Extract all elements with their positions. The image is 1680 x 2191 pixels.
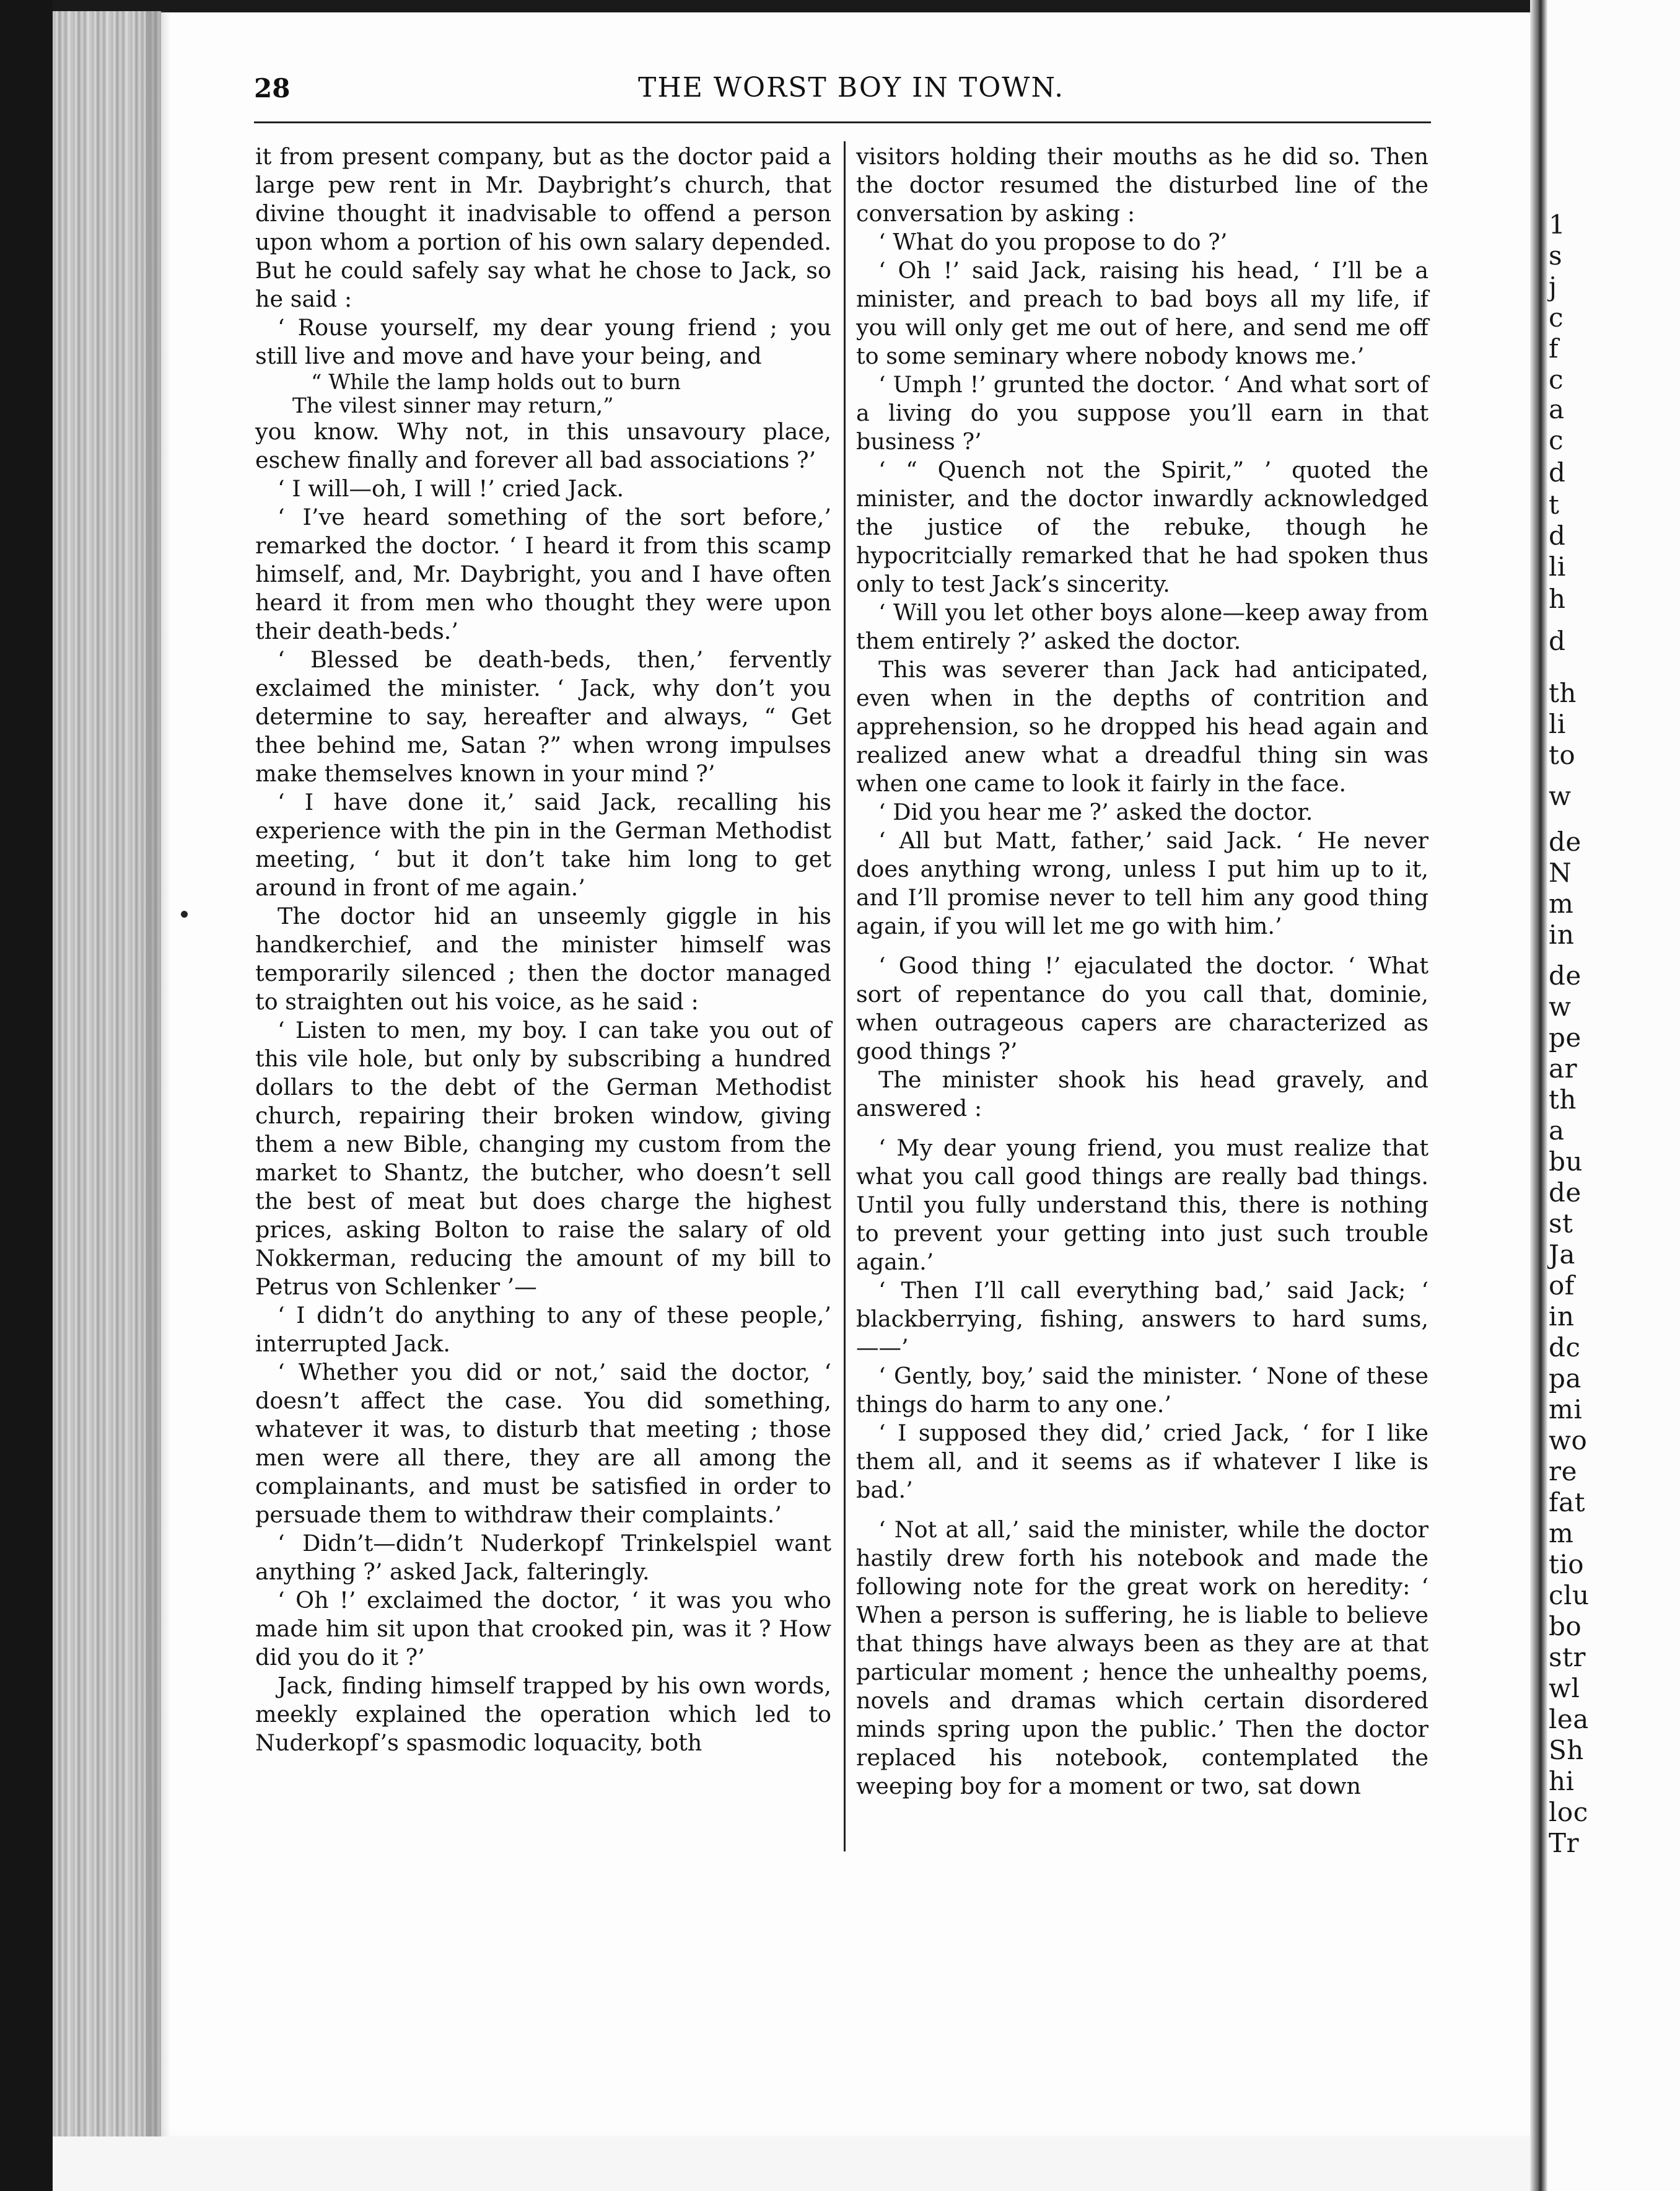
right-column-paragraph: ‘ Oh !’ said Jack, raising his head, ‘ I’ll be a minister, and preach to bad boys all my life, if you will only get me out of here, and send me off to some seminary where nobody knows me.’ <box>856 257 1428 369</box>
right-column-paragraph: The minister shook his head gravely, and answered : <box>856 1066 1428 1122</box>
right-column-paragraph: ‘ All but Matt, father,’ said Jack. ‘ He never does anything wrong, unless I put him up to it, and I’ll promise never to tell him any good thing again, if you will let me go with him.’ <box>856 827 1428 939</box>
facing-page-fragment: d <box>1549 520 1566 551</box>
left-column-paragraph: ‘ Oh !’ exclaimed the doctor, ‘ it was you who made him sit upon that crooked pin, was it ? How did you do it ?’ <box>255 1587 831 1671</box>
right-column-paragraph: ‘ I supposed they did,’ cried Jack, ‘ for I like them all, and it seems as if whatever I like is bad.’ <box>856 1420 1428 1503</box>
facing-page-fragment: re <box>1549 1456 1577 1486</box>
facing-page-fragment: li <box>1549 551 1566 582</box>
facing-page-fragment: in <box>1549 1301 1575 1332</box>
book-spine-edge <box>53 11 161 2136</box>
right-column-paragraph: ‘ Umph !’ grunted the doctor. ‘ And what sort of a living do you suppose you’ll earn in that business ?’ <box>856 371 1428 455</box>
facing-page-fragment: loc <box>1549 1797 1588 1827</box>
facing-page-fragment: str <box>1549 1642 1586 1672</box>
facing-page-fragment: tio <box>1549 1549 1585 1579</box>
facing-page-fragment: of <box>1549 1270 1575 1301</box>
facing-page-fragment: st <box>1549 1208 1573 1239</box>
left-text-column <box>255 143 831 1757</box>
facing-page-fragment: m <box>1549 889 1574 919</box>
page-bottom-margin <box>53 2136 1601 2191</box>
margin-dot <box>181 911 188 918</box>
right-column-paragraph: ‘ Then I’ll call everything bad,’ said Jack; ‘ blackberrying, fishing, answers to hard sums,——’ <box>856 1277 1428 1361</box>
facing-page-fragment: hi <box>1549 1766 1575 1796</box>
facing-page-fragment: d <box>1549 457 1566 488</box>
facing-page-fragment: c <box>1549 425 1564 455</box>
right-text-column <box>856 143 1428 1801</box>
facing-page-fragment: Tr <box>1549 1828 1580 1858</box>
facing-page-fragment: de <box>1549 1177 1582 1208</box>
left-column-paragraph: ‘ Blessed be death-beds, then,’ fervently exclaimed the minister. ‘ Jack, why don’t you determine to say, hereafter and always, “ Get thee behind me, Satan ?” when wrong impulses make themselves known in your mind ?’ <box>255 646 831 787</box>
facing-page-fragment: wl <box>1549 1673 1580 1703</box>
facing-page-fragment: c <box>1549 302 1564 333</box>
facing-page-fragment: 1 <box>1549 209 1566 240</box>
right-column-paragraph: ‘ Gently, boy,’ said the minister. ‘ None of these things do harm to any one.’ <box>856 1363 1428 1418</box>
left-column-paragraph: Jack, finding himself trapped by his own words, meekly explained the operation which led to Nuderkopf’s spasmodic loquacity, both <box>255 1672 831 1756</box>
facing-page-fragment: Sh <box>1549 1735 1584 1765</box>
left-column-paragraph: it from present company, but as the doctor paid a large pew rent in Mr. Daybright’s church, that divine thought it inadvisable to offend a person upon whom a portion of his own salary depended. But he could safely say what he chose to Jack, so he said : <box>255 143 831 312</box>
running-title: THE WORST BOY IN TOWN. <box>638 72 1065 103</box>
facing-page-fragment: in <box>1549 920 1575 950</box>
left-column-paragraph: “ While the lamp holds out to burn <box>311 370 681 395</box>
column-divider <box>844 141 846 1851</box>
header-rule <box>254 121 1431 123</box>
left-column-paragraph: ‘ Whether you did or not,’ said the doctor, ‘ doesn’t affect the case. You did something, whatever it was, to disturb that meeting ; those men were all there, they are all among the complainants, and must be satisfied in order to persuade them to withdraw their complaints.’ <box>255 1359 831 1528</box>
facing-page-fragment: ar <box>1549 1053 1578 1084</box>
facing-page-fragment: lea <box>1549 1704 1589 1734</box>
facing-page-fragment: wo <box>1549 1425 1588 1456</box>
facing-page-fragment: w <box>1549 781 1572 811</box>
scanner-backdrop-top <box>0 0 1680 14</box>
facing-page-fragment: de <box>1549 960 1582 991</box>
facing-page-fragment: pa <box>1549 1363 1582 1394</box>
left-column-paragraph: ‘ I’ve heard something of the sort before,’ remarked the doctor. ‘ I heard it from this scamp himself, and, Mr. Daybright, you and I have often heard it from men who thought they were upon their death-beds.’ <box>255 504 831 644</box>
facing-page-fragment: li <box>1549 709 1566 739</box>
right-column-paragraph: ‘ My dear young friend, you must realize that what you call good things are really bad things. Until you fully understand this, there is nothing to prevent your getting into just such trouble again.’ <box>856 1135 1428 1275</box>
right-column-paragraph: visitors holding their mouths as he did so. Then the doctor resumed the disturbed line of the conversation by asking : <box>856 143 1428 227</box>
facing-page-fragment: Ja <box>1549 1239 1575 1270</box>
spine-shadow <box>146 11 170 2136</box>
facing-page-fragment: c <box>1549 364 1564 395</box>
left-column-paragraph: The vilest sinner may return,” <box>292 393 614 418</box>
scanner-backdrop-left <box>0 0 53 2191</box>
left-column-paragraph: ‘ Listen to men, my boy. I can take you out of this vile hole, but only by subscribing a hundred dollars to the debt of the German Methodist church, repairing their broken window, giving them a new Bible, changing my custom from the market to Shantz, the butcher, who doesn’t sell the best of meat but does charge the highest prices, asking Bolton to raise the salary of old Nokkerman, reducing the amount of my bill to Petrus von Schlenker ’— <box>255 1017 831 1300</box>
left-column-paragraph: ‘ I will—oh, I will !’ cried Jack. <box>278 475 624 502</box>
left-column-paragraph: The doctor hid an unseemly giggle in his handkerchief, and the minister himself was temporarily silenced ; then the doctor managed to straighten out his voice, as he said : <box>255 903 831 1015</box>
right-column-paragraph: ‘ Good thing !’ ejaculated the doctor. ‘ What sort of repentance do you call that, dominie, when outrageous capers are characterized as good things ?’ <box>856 952 1428 1065</box>
facing-page-fragment: bu <box>1549 1146 1583 1177</box>
facing-page-fragment: j <box>1549 271 1557 302</box>
facing-page-fragment: t <box>1549 490 1560 520</box>
facing-page-fragment: d <box>1549 626 1566 656</box>
facing-page-fragment: a <box>1549 1115 1565 1146</box>
right-column-paragraph: ‘ Not at all,’ said the minister, while the doctor hastily drew forth his notebook and made the following note for the great work on heredity: ‘ When a person is suffering, he is liable to believe that things have always been as they are at that particular moment ; hence the unhealthy poems, novels and dramas which certain disordered minds spring upon the public.’ Then the doctor replaced his notebook, contemplated the weeping boy for a moment or two, sat down <box>856 1516 1428 1799</box>
left-column-paragraph: ‘ Rouse yourself, my dear young friend ; you still live and move and have your being, and <box>255 314 831 369</box>
facing-page-fragment: h <box>1549 584 1566 614</box>
facing-page-fragment: N <box>1549 858 1572 888</box>
left-column-paragraph: you know. Why not, in this unsavoury place, eschew finally and forever all bad associations ?’ <box>255 418 831 473</box>
right-column-paragraph: This was severer than Jack had anticipated, even when in the depths of contrition and apprehension, so he dropped his head again and realized anew what a dreadful thing sin was when one came to look it fairly in the face. <box>856 656 1428 797</box>
page-number: 28 <box>254 73 291 103</box>
facing-page-fragment: to <box>1549 740 1576 770</box>
right-column-paragraph: ‘ What do you propose to do ?’ <box>878 229 1228 255</box>
right-column-paragraph: ‘ Did you hear me ?’ asked the doctor. <box>878 799 1313 825</box>
facing-page-fragment: a <box>1549 394 1565 424</box>
facing-page-fragment: th <box>1549 678 1577 708</box>
facing-page-fragment: mi <box>1549 1394 1583 1425</box>
facing-page-fragment: clu <box>1549 1580 1590 1610</box>
facing-page-fragment: bo <box>1549 1611 1582 1641</box>
facing-page-fragment: s <box>1549 240 1563 271</box>
right-column-paragraph: ‘ Will you let other boys alone—keep away from them entirely ?’ asked the doctor. <box>856 599 1428 654</box>
left-column-paragraph: ‘ Didn’t—didn’t Nuderkopf Trinkelspiel want anything ?’ asked Jack, falteringly. <box>255 1530 831 1585</box>
facing-page-edge <box>1547 0 1680 2191</box>
facing-page-fragment: w <box>1549 991 1572 1022</box>
facing-page-fragment: de <box>1549 827 1582 857</box>
left-column-paragraph: ‘ I have done it,’ said Jack, recalling his experience with the pin in the German Methodist meeting, ‘ but it don’t take him long to get around in front of me again.’ <box>255 789 831 901</box>
right-column-paragraph: ‘ “ Quench not the Spirit,” ’ quoted the minister, and the doctor inwardly acknowledged the justice of the rebuke, though he hypocritcially remarked that he had spoken thus only to test Jack’s sincerity. <box>856 457 1428 597</box>
facing-page-fragment: f <box>1549 333 1559 364</box>
facing-page-fragment: fat <box>1549 1487 1585 1517</box>
book-gutter <box>1530 0 1547 2191</box>
left-column-paragraph: ‘ I didn’t do anything to any of these people,’ interrupted Jack. <box>255 1302 831 1357</box>
facing-page-fragment: dc <box>1549 1332 1581 1363</box>
facing-page-fragment: m <box>1549 1518 1574 1548</box>
facing-page-fragment: th <box>1549 1084 1577 1115</box>
facing-page-fragment: pe <box>1549 1022 1582 1053</box>
